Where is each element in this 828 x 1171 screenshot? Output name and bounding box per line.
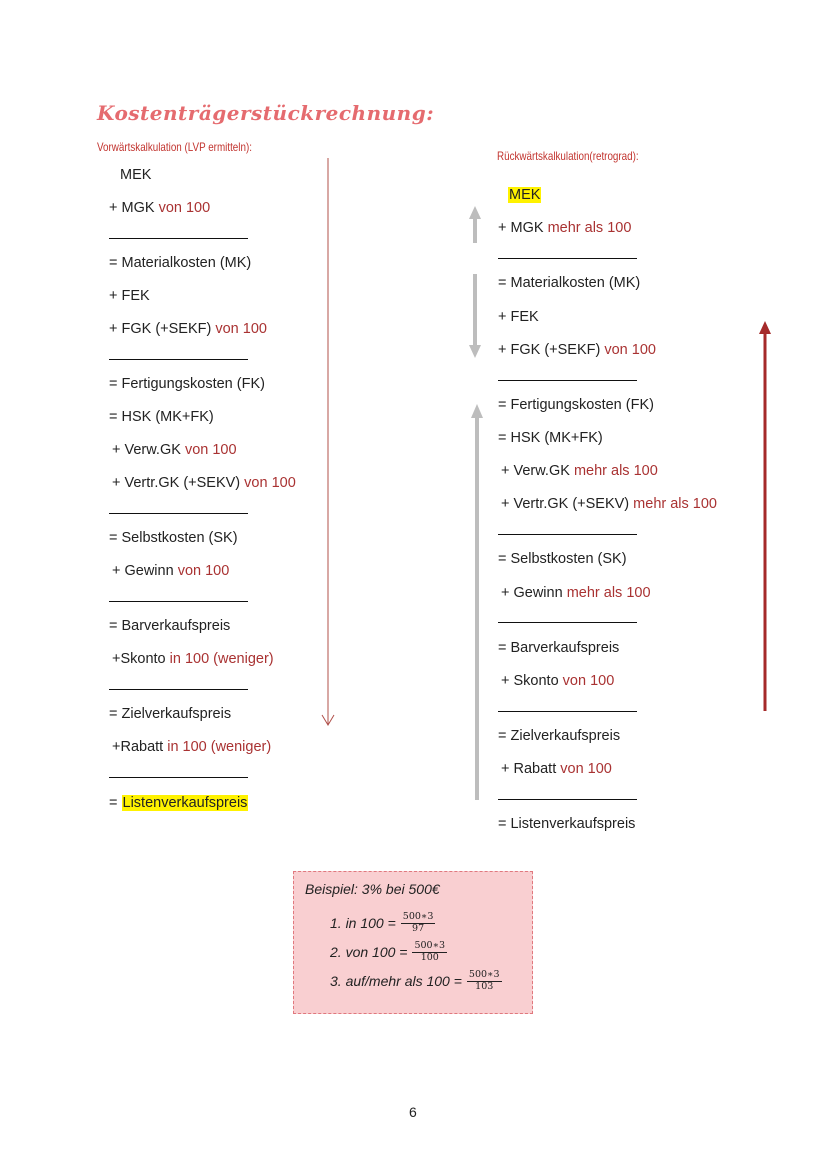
right-line: + MGK mehr als 100 [498, 220, 632, 236]
left-line: = HSK (MK+FK) [109, 409, 214, 425]
right-subtitle: Rückwärtskalkulation(retrograd): [497, 149, 639, 163]
left-line: + MGK von 100 [109, 200, 211, 216]
left-line: + Gewinn von 100 [112, 563, 230, 579]
right-line: = HSK (MK+FK) [498, 430, 603, 446]
example-title: Beispiel: 3% bei 500€ [305, 881, 440, 897]
fraction: $\frac{500∗3}{103}$ [468, 969, 500, 992]
left-line: = Barverkaufspreis [109, 618, 231, 634]
left-line: MEK [120, 167, 152, 183]
left-line: +Rabatt in 100 (weniger) [112, 739, 272, 755]
left-line: = Fertigungskosten (FK) [109, 376, 265, 392]
left-line: + Verw.GK von 100 [112, 442, 237, 458]
down-arrow-icon [469, 274, 481, 358]
left-line: = Materialkosten (MK) [109, 255, 252, 271]
right-line: + FGK (+SEKF) von 100 [498, 342, 656, 358]
example-item: 3. auf/mehr als 100 = $\frac{500∗3}{103}$ [330, 969, 500, 992]
left-line: = Selbstkosten (SK) [109, 530, 238, 546]
page-title: Kostenträgerstückrechnung: [97, 101, 435, 125]
example-item: 2. von 100 = $\frac{500∗3}{100}$ [330, 940, 446, 963]
up-arrow-icon [759, 321, 771, 711]
left-line-final: = Listenverkaufspreis [109, 795, 248, 811]
right-line: + Gewinn mehr als 100 [501, 585, 651, 601]
right-line: + Rabatt von 100 [501, 761, 612, 777]
right-line: = Fertigungskosten (FK) [498, 397, 654, 413]
left-line: + FEK [109, 288, 150, 304]
left-subtitle: Vorwärtskalkulation (LVP ermitteln): [97, 140, 252, 154]
right-line: = Selbstkosten (SK) [498, 551, 627, 567]
right-line: = Listenverkaufspreis [498, 816, 636, 832]
right-line: + Skonto von 100 [501, 673, 615, 689]
right-line: + Vertr.GK (+SEKV) mehr als 100 [501, 496, 717, 512]
right-line: = Barverkaufspreis [498, 640, 620, 656]
up-arrow-icon [469, 206, 481, 243]
left-line: + Vertr.GK (+SEKV) von 100 [112, 475, 296, 491]
example-box [293, 871, 533, 1014]
left-line: + FGK (+SEKF) von 100 [109, 321, 267, 337]
example-item: 1. in 100 = $\frac{500∗3}{97}$ [330, 911, 434, 934]
highlight-listenverkaufspreis: Listenverkaufspreis [122, 795, 248, 811]
right-line: + FEK [498, 309, 539, 325]
fraction: $\frac{500∗3}{100}$ [414, 940, 446, 963]
down-arrow-icon [322, 158, 334, 725]
up-arrow-icon [471, 404, 483, 800]
right-line: = Materialkosten (MK) [498, 275, 641, 291]
right-line: = Zielverkaufspreis [498, 728, 621, 744]
left-line: +Skonto in 100 (weniger) [112, 651, 274, 667]
page-number: 6 [409, 1104, 417, 1120]
left-line: = Zielverkaufspreis [109, 706, 232, 722]
highlight-mek: MEK [509, 187, 541, 203]
right-line: + Verw.GK mehr als 100 [501, 463, 658, 479]
fraction: $\frac{500∗3}{97}$ [402, 911, 434, 934]
